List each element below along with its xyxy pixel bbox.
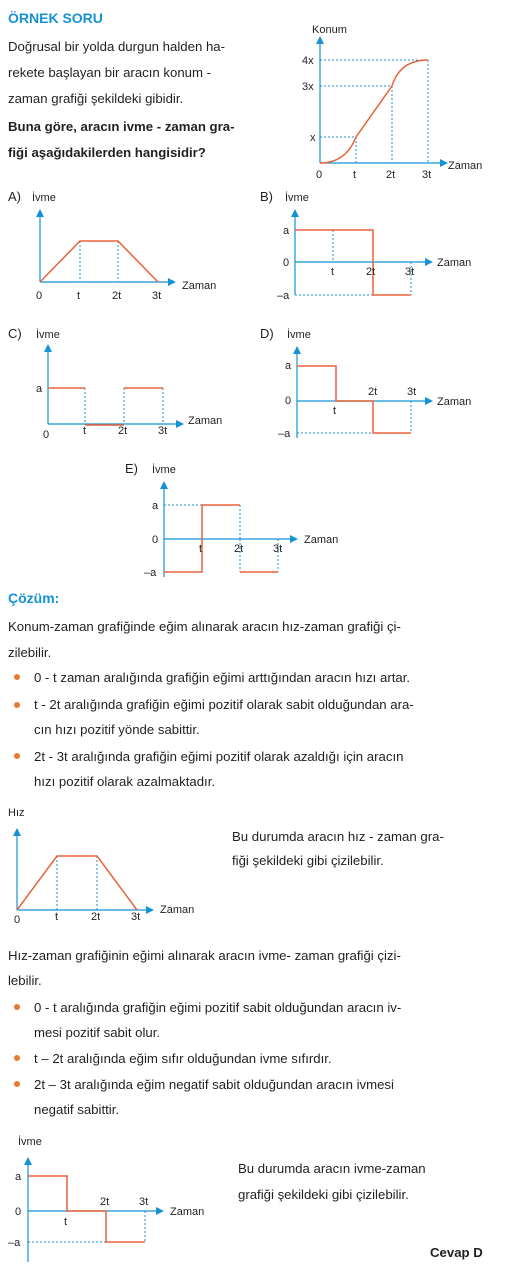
option-d-label: D) — [260, 326, 274, 341]
bullet-6: 2t – 3t aralığında eğim negatif sabit olduğundan aracın ivmesi — [34, 1077, 394, 1092]
bullet-5: t – 2t aralığında eğim sıfır olduğundan ivme sıfırdır. — [34, 1051, 332, 1066]
svg-text:3t: 3t — [131, 911, 141, 923]
side-text-1-cont: fiği şekildeki gibi çizilebilir. — [232, 853, 384, 868]
svg-text:Zaman: Zaman — [160, 904, 195, 916]
svg-text:2t: 2t — [100, 1196, 110, 1208]
tick-2t: 2t — [386, 169, 396, 181]
bullet-4-cont: mesi pozitif sabit olur. — [34, 1025, 161, 1040]
solution-paragraph-1-cont: zilebilir. — [8, 645, 52, 660]
bullet-icon — [14, 702, 20, 708]
bullet-2-cont: cın hızı pozitif yönde sabittir. — [34, 722, 200, 737]
bullet-6-cont: negatif sabittir. — [34, 1102, 120, 1117]
svg-text:t: t — [199, 543, 203, 555]
svg-text:Zaman: Zaman — [304, 534, 339, 546]
konum-axis-label: Konum — [312, 24, 347, 36]
question-line-4: Buna göre, aracın ivme - zaman gra- — [8, 119, 235, 134]
svg-text:Zaman: Zaman — [437, 396, 472, 408]
svg-text:a: a — [36, 383, 43, 395]
svg-text:İvme: İvme — [152, 464, 176, 476]
svg-text:–a: –a — [8, 1237, 21, 1249]
svg-text:–a: –a — [277, 290, 290, 302]
solution-paragraph-1: Konum-zaman grafiğinde eğim alınarak aracın hız-zaman grafiği çi- — [8, 619, 401, 634]
bullet-1: 0 - t zaman aralığında grafiğin eğimi arttığından aracın hızı artar. — [34, 670, 411, 685]
svg-text:2t: 2t — [118, 425, 128, 437]
svg-text:a: a — [15, 1171, 22, 1183]
svg-text:t: t — [64, 1216, 68, 1228]
svg-text:a: a — [283, 225, 290, 237]
svg-text:Zaman: Zaman — [182, 280, 217, 292]
acceleration-time-graph — [0, 1130, 230, 1270]
tick-t: t — [353, 169, 357, 181]
tick-3t: 3t — [422, 169, 432, 181]
svg-text:İvme: İvme — [287, 329, 311, 341]
bullet-4: 0 - t aralığında grafiğin eğimi pozitif sabit olduğundan aracın iv- — [34, 1000, 402, 1015]
zaman-axis-label: Zaman — [448, 160, 483, 172]
side-text-2: Bu durumda aracın ivme-zaman — [238, 1161, 426, 1176]
svg-text:0: 0 — [152, 534, 159, 546]
svg-text:2t: 2t — [234, 543, 244, 555]
svg-text:3t: 3t — [152, 290, 162, 302]
svg-text:3t: 3t — [158, 425, 168, 437]
question-line-5: fiği aşağıdakilerden hangisidir? — [8, 145, 206, 160]
option-a-graph — [0, 185, 260, 310]
svg-text:3t: 3t — [273, 543, 283, 555]
svg-text:Zaman: Zaman — [188, 415, 223, 427]
svg-text:İvme: İvme — [18, 1136, 42, 1148]
svg-text:t: t — [333, 405, 337, 417]
solution-paragraph-2: Hız-zaman grafiğinin eğimi alınarak aracın ivme- zaman grafiği çizi- — [8, 948, 401, 963]
svg-text:Zaman: Zaman — [437, 257, 472, 269]
svg-text:2t: 2t — [368, 386, 378, 398]
tick-4x: 4x — [302, 55, 314, 67]
svg-text:İvme: İvme — [285, 192, 309, 204]
svg-text:2t: 2t — [112, 290, 122, 302]
bullet-2: t - 2t aralığında grafiğin eğimi pozitif olarak sabit olduğundan ara- — [34, 697, 414, 712]
svg-text:t: t — [77, 290, 81, 302]
svg-text:Zaman: Zaman — [170, 1206, 205, 1218]
solution-paragraph-2-cont: lebilir. — [8, 973, 42, 988]
svg-text:2t: 2t — [366, 266, 376, 278]
option-a-label: A) — [8, 189, 21, 204]
question-line-2: rekete başlayan bir aracın konum - — [8, 65, 212, 80]
svg-text:t: t — [55, 911, 59, 923]
option-e-graph — [120, 455, 380, 585]
svg-text:a: a — [285, 360, 292, 372]
svg-text:İvme: İvme — [36, 329, 60, 341]
svg-text:0: 0 — [14, 914, 21, 926]
svg-text:3t: 3t — [139, 1196, 149, 1208]
bullet-icon — [14, 1004, 20, 1010]
svg-text:0: 0 — [15, 1206, 22, 1218]
side-text-2-cont: grafiği şekildeki gibi çizilebilir. — [238, 1187, 409, 1202]
svg-text:0: 0 — [43, 429, 50, 441]
option-b-graph — [255, 185, 505, 310]
option-c-graph — [0, 320, 260, 445]
svg-text:0: 0 — [283, 257, 290, 269]
svg-text:–a: –a — [278, 428, 291, 440]
hiz-axis-label: Hız — [8, 807, 25, 819]
solution-heading: Çözüm: — [8, 590, 60, 606]
bullet-icon — [14, 674, 20, 680]
svg-text:3t: 3t — [407, 386, 417, 398]
tick-0: 0 — [316, 169, 323, 181]
svg-text:a: a — [152, 500, 159, 512]
option-b-label: B) — [260, 189, 273, 204]
svg-text:t: t — [83, 425, 87, 437]
bullet-3: 2t - 3t aralığında grafiğin eğimi pozitif olarak azaldığı için aracın — [34, 749, 404, 764]
tick-3x: 3x — [302, 81, 314, 93]
velocity-time-graph — [0, 800, 230, 930]
bullet-3-cont: hızı pozitif olarak azalmaktadır. — [34, 774, 216, 789]
answer-label: Cevap D — [430, 1245, 483, 1260]
svg-text:2t: 2t — [91, 911, 101, 923]
svg-text:3t: 3t — [405, 266, 415, 278]
position-time-graph — [0, 0, 505, 190]
question-line-3: zaman grafiği şekildeki gibidir. — [8, 91, 184, 106]
tick-x: x — [310, 132, 316, 144]
option-d-graph — [255, 320, 505, 445]
svg-text:0: 0 — [36, 290, 43, 302]
example-heading: ÖRNEK SORU — [8, 10, 103, 26]
svg-text:t: t — [331, 266, 335, 278]
bullet-icon — [14, 1081, 20, 1087]
bullet-icon — [14, 753, 20, 759]
svg-text:–a: –a — [144, 567, 157, 579]
question-line-1: Doğrusal bir yolda durgun halden ha- — [8, 39, 226, 54]
side-text-1: Bu durumda aracın hız - zaman gra- — [232, 829, 444, 844]
bullet-icon — [14, 1055, 20, 1061]
option-e-label: E) — [125, 461, 138, 476]
ivme-axis-label: İvme — [32, 192, 56, 204]
svg-text:0: 0 — [285, 395, 292, 407]
option-c-label: C) — [8, 326, 22, 341]
